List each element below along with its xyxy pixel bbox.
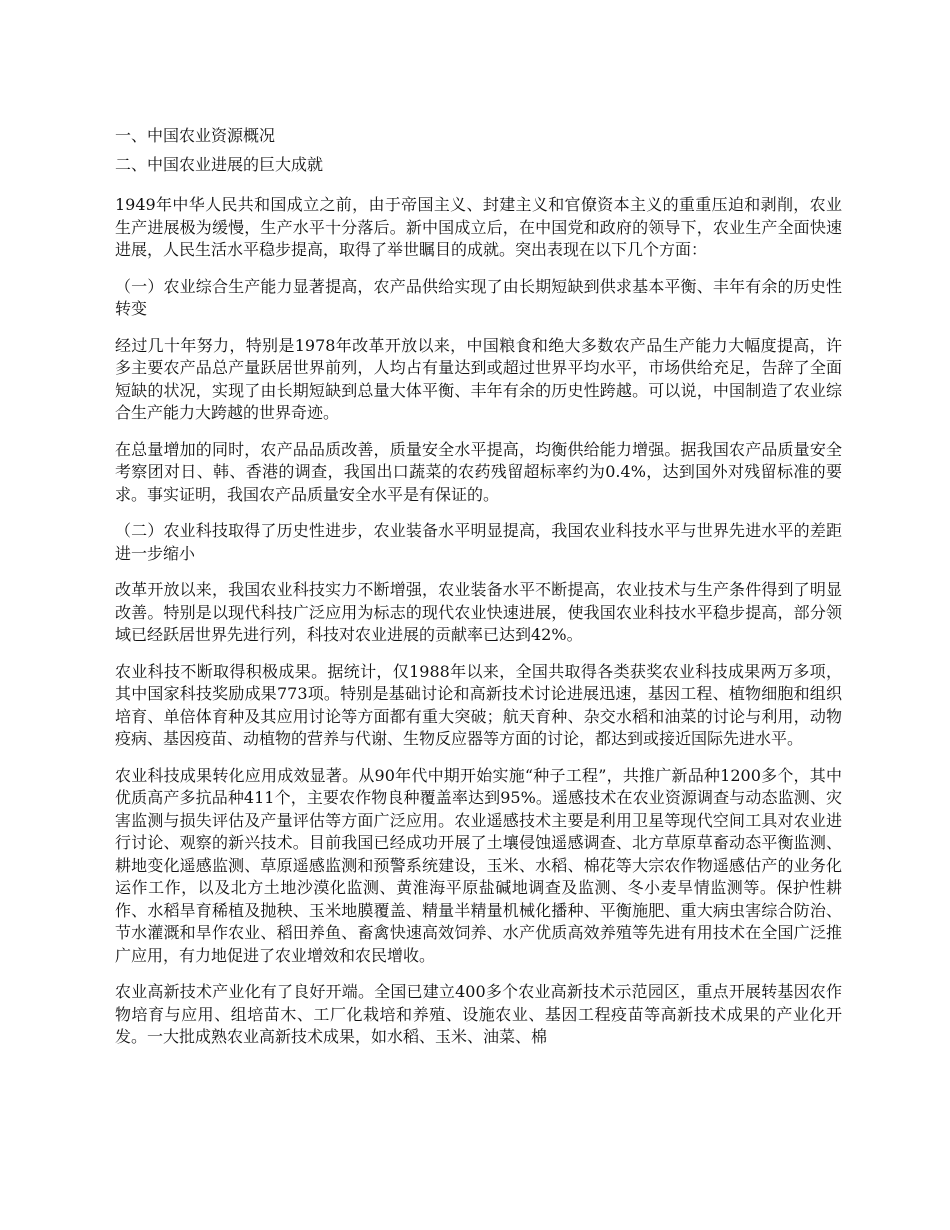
paragraph-intro: 1949年中华人民共和国成立之前，由于帝国主义、封建主义和官僚资本主义的重重压迫和剥削，农业生产进展极为缓慢，生产水平十分落后。新中国成立后，在中国党和政府的领导下，农业生产全面快速进展，人民生活水平稳步提高，取得了举世瞩目的成就。突出表现在以下几个方面：: [115, 195, 842, 259]
subheading-agri-technology: （二）农业科技取得了历史性进步，农业装备水平明显提高，我国农业科技水平与世界先进水平的差距进一步缩小: [115, 521, 842, 563]
section-heading-achievements: 二、中国农业进展的巨大成就: [115, 155, 324, 174]
paragraph-tech-achievements: 农业科技不断取得积极成果。据统计，仅1988年以来，全国共取得各类获奖农业科技成果两万多项，其中国家科技奖励成果773项。特别是基础讨论和高新技术讨论进展迅速，基因工程、植物细胞和组织培育、单倍体育种及其应用讨论等方面都有重大突破；航天育种、杂交水稻和油菜的讨论与利用，动物疫病、基因疫苗、动植物的营养与代谢、生物反应器等方面的讨论，都达到或接近国际先进水平。: [115, 661, 842, 748]
document-page: [115, 122, 842, 1049]
paragraph-production-capacity: 经过几十年努力，特别是1978年改革开放以来，中国粮食和绝大多数农产品生产能力大幅度提高，许多主要农产品总产量跃居世界前列，人均占有量达到或超过世界平均水平，市场供给充足，告辞了全面短缺的状况，实现了由长期短缺到总量大体平衡、丰年有余的历史性跨越。可以说，中国制造了农业综合生产能力大跨越的世界奇迹。: [115, 335, 842, 422]
section-heading-resources: 一、中国农业资源概况: [115, 126, 276, 145]
paragraph-tech-transfer: 农业科技成果转化应用成效显著。从90年代中期开始实施“种子工程”，共推广新品种1200多个，其中优质高产多抗品种411个，主要农作物良种覆盖率达到95%。遥感技术在农业资源调查与动态监测、灾害监测与损失评估及产量评估等方面广泛应用。农业遥感技术主要是利用卫星等现代空间工具对农业进行讨论、观察的新兴技术。目前我国已经成功开展了土壤侵蚀遥感调查、北方草原草畜动态平衡监测、耕地变化遥感监测、草原遥感监测和预警系统建设，玉米、水稻、棉花等大宗农作物遥感估产的业务化运作工作，以及北方土地沙漠化监测、黄淮海平原盐碱地调查及监测、冬小麦旱情监测等。保护性耕作、水稻旱育稀植及抛秧、玉米地膜覆盖、精量半精量机械化播种、平衡施肥、重大病虫害综合防治、节水灌溉和旱作农业、稻田养鱼、畜禽快速高效饲养、水产优质高效养殖等先进有用技术在全国广泛推广应用，有力地促进了农业增效和农民增收。: [115, 765, 842, 965]
paragraph-reform-technology: 改革开放以来，我国农业科技实力不断增强，农业装备水平不断提高，农业技术与生产条件得到了明显改善。特别是以现代科技广泛应用为标志的现代农业快速进展，使我国农业科技水平稳步提高，部分领域已经跃居世界先进行列，科技对农业进展的贡献率已达到42%。: [115, 580, 842, 644]
paragraph-high-tech-industry: 农业高新技术产业化有了良好开端。全国已建立400多个农业高新技术示范园区，重点开展转基因农作物培育与应用、组培苗木、工厂化栽培和养殖、设施农业、基因工程疫苗等高新技术成果的产业化开发。一大批成熟农业高新技术成果，如水稻、玉米、油菜、棉: [115, 982, 842, 1046]
subheading-production-capacity: （一）农业综合生产能力显著提高，农产品供给实现了由长期短缺到供求基本平衡、丰年有余的历史性转变: [115, 276, 842, 318]
paragraph-quality-safety: 在总量增加的同时，农产品品质改善，质量安全水平提高，均衡供给能力增强。据我国农产品质量安全考察团对日、韩、香港的调查，我国出口蔬菜的农药残留超标率约为0.4%，达到国外对残留标准的要求。事实证明，我国农产品质量安全水平是有保证的。: [115, 439, 842, 504]
